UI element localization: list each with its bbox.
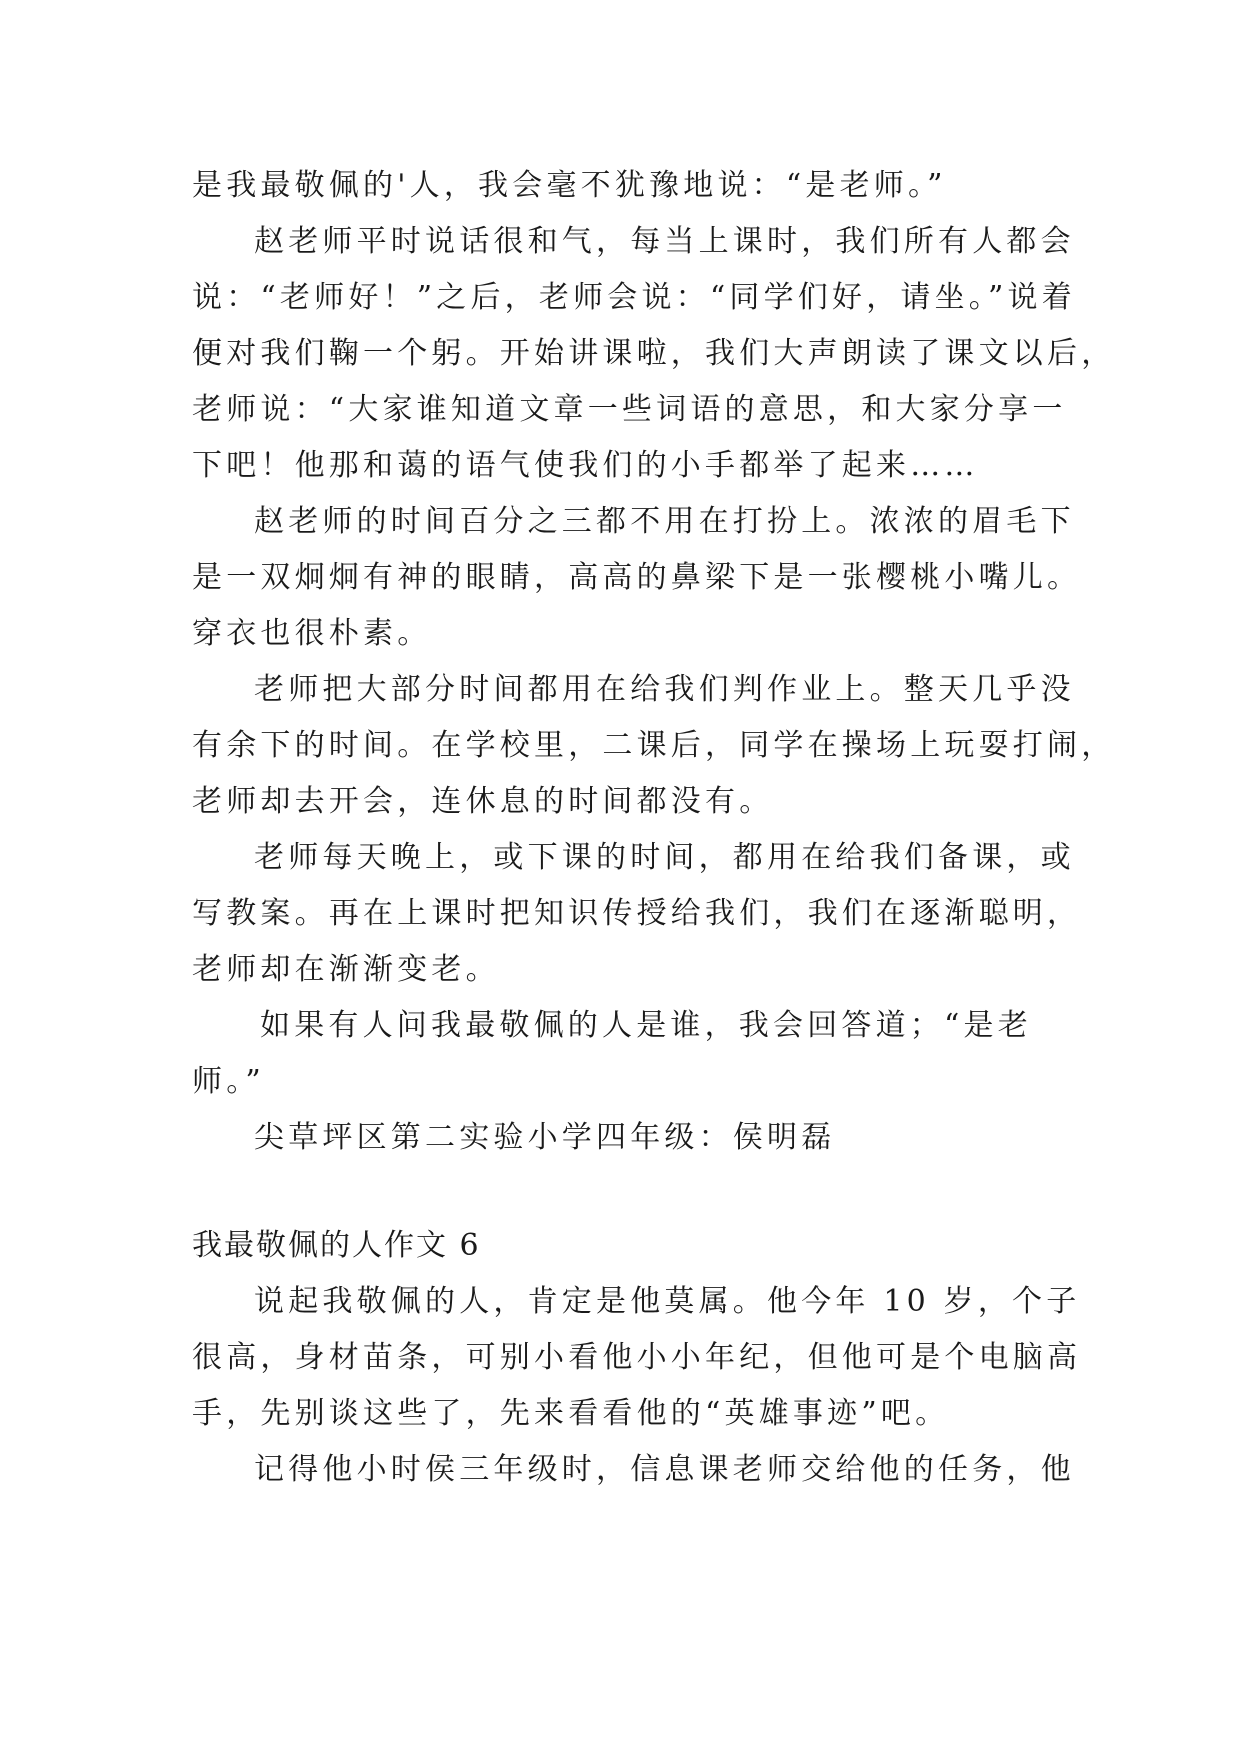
text-line: 是我最敬佩的'人，我会毫不犹豫地说：“是老师。”	[192, 168, 947, 203]
signature-line: 尖草坪区第二实验小学四年级：侯明磊	[254, 1120, 836, 1155]
text-line: 有余下的时间。在学校里，二课后，同学在操场上玩耍打闹，	[192, 728, 1116, 763]
text-line: 赵老师平时说话很和气，每当上课时，我们所有人都会	[254, 224, 1075, 259]
text-line: 老师把大部分时间都用在给我们判作业上。整天几乎没	[254, 672, 1075, 707]
text-line: 手，先别谈这些了，先来看看他的“英雄事迹”吧。	[192, 1396, 950, 1431]
text-line: 如果有人问我最敬佩的人是谁，我会回答道；“是老	[260, 1008, 1032, 1043]
text-line: 师。”	[192, 1064, 265, 1099]
text-line: 写教案。再在上课时把知识传授给我们，我们在逐渐聪明，	[192, 896, 1082, 931]
text-line: 很高，身材苗条，可别小看他小小年纪，但他可是个电脑高	[192, 1340, 1082, 1375]
text-line: 老师却去开会，连休息的时间都没有。	[192, 784, 774, 819]
text-line: 说：“老师好！”之后，老师会说：“同学们好，请坐。”说着	[192, 280, 1076, 315]
text-line: 赵老师的时间百分之三都不用在打扮上。浓浓的眉毛下	[254, 504, 1075, 539]
text-line: 是一双炯炯有神的眼睛，高高的鼻梁下是一张樱桃小嘴儿。	[192, 560, 1082, 595]
text-line: 老师说：“大家谁知道文章一些词语的意思，和大家分享一	[192, 392, 1067, 427]
text-line: 老师却在渐渐变老。	[192, 952, 500, 987]
text-line: 穿衣也很朴素。	[192, 616, 432, 651]
text-line: 下吧！他那和蔼的语气使我们的小手都举了起来……	[192, 448, 979, 483]
text-line: 记得他小时侯三年级时，信息课老师交给他的任务，他	[254, 1452, 1075, 1487]
essay-title: 我最敬佩的人作文 6	[192, 1228, 481, 1263]
text-line: 便对我们鞠一个躬。开始讲课啦，我们大声朗读了课文以后，	[192, 336, 1116, 371]
text-line: 说起我敬佩的人，肯定是他莫属。他今年 10 岁，个子	[254, 1284, 1081, 1319]
text-line: 老师每天晚上，或下课的时间，都用在给我们备课，或	[254, 840, 1075, 875]
